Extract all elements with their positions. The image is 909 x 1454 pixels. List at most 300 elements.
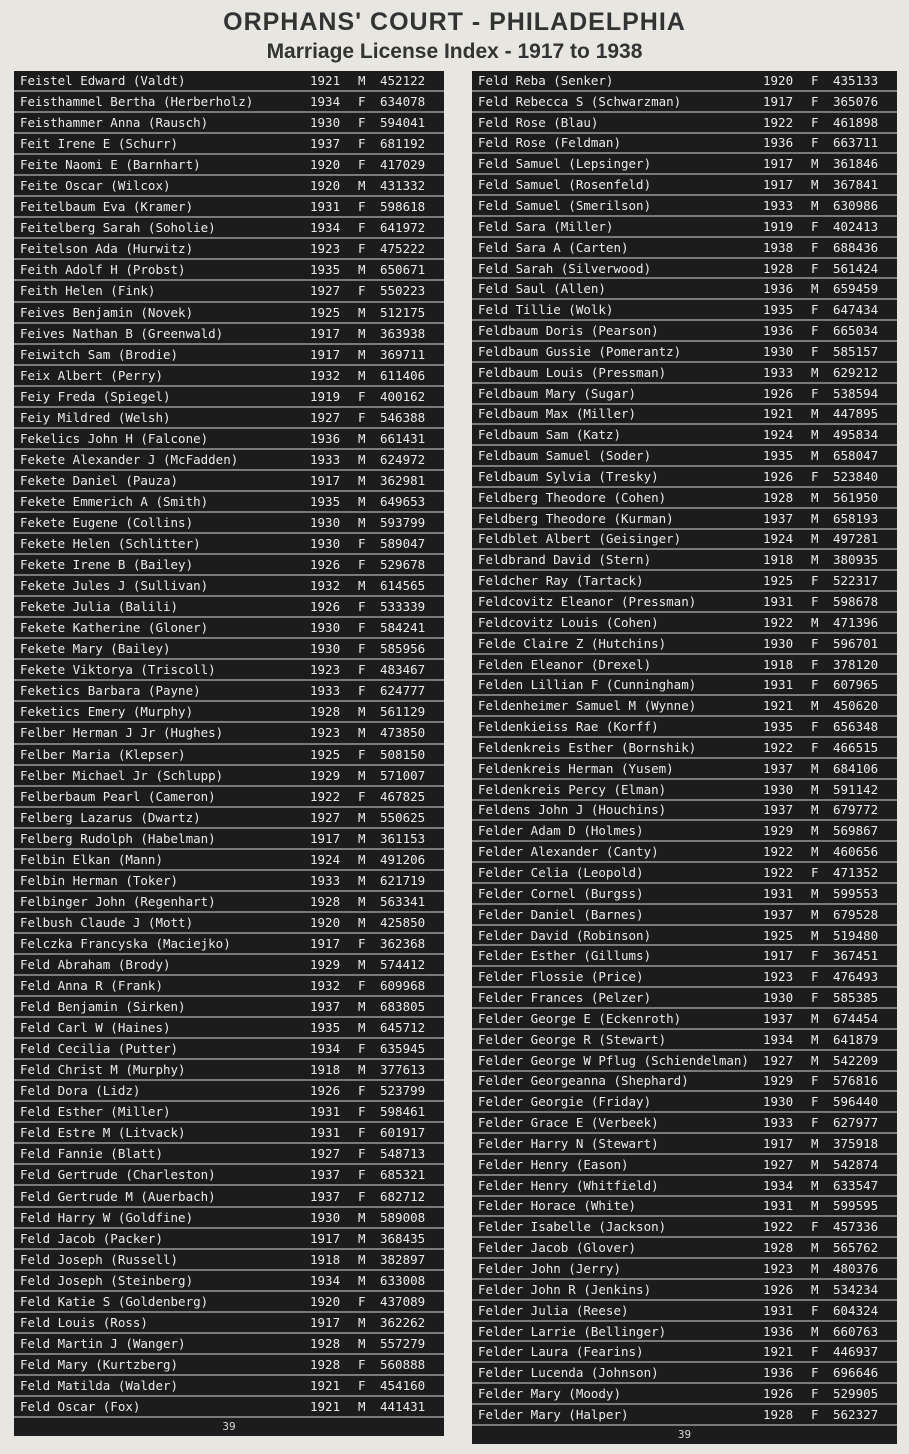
entry-sex: F bbox=[811, 1386, 819, 1402]
entry-license-number: 589008 bbox=[380, 1209, 426, 1225]
entry-license-number: 548713 bbox=[380, 1146, 426, 1162]
entry-name: Feld Joseph (Steinberg) bbox=[20, 1272, 194, 1288]
list-item bbox=[14, 723, 444, 744]
entry-year: 1932 bbox=[310, 978, 341, 994]
entry-year: 1917 bbox=[763, 1135, 794, 1151]
entry-license-number: 361846 bbox=[833, 156, 879, 172]
entry-license-number: 519480 bbox=[833, 927, 879, 943]
list-item bbox=[14, 513, 444, 534]
entry-year: 1930 bbox=[310, 515, 341, 530]
entry-year: 1937 bbox=[763, 510, 794, 526]
entry-license-number: 563341 bbox=[380, 893, 426, 909]
entry-license-number: 629212 bbox=[833, 364, 879, 380]
entry-name: Feld Sarah (Silverwood) bbox=[478, 260, 652, 276]
list-item bbox=[472, 321, 897, 342]
entry-license-number: 447895 bbox=[833, 406, 879, 422]
list-item bbox=[472, 905, 897, 926]
entry-year: 1934 bbox=[310, 1041, 341, 1057]
entry-year: 1921 bbox=[310, 1377, 341, 1393]
list-item bbox=[472, 863, 897, 884]
entry-year: 1936 bbox=[763, 135, 794, 151]
list-item bbox=[14, 281, 444, 302]
entry-year: 1936 bbox=[310, 430, 341, 446]
entry-year: 1930 bbox=[310, 1209, 341, 1225]
list-item bbox=[14, 1039, 444, 1060]
entry-name: Feld Martin J (Wanger) bbox=[20, 1335, 186, 1351]
list-item bbox=[14, 808, 444, 829]
list-item bbox=[14, 176, 444, 197]
list-item bbox=[472, 425, 897, 446]
list-item bbox=[14, 218, 444, 239]
entry-license-number: 529905 bbox=[833, 1386, 879, 1402]
entry-sex: M bbox=[358, 893, 366, 909]
list-item bbox=[472, 1280, 897, 1301]
entry-license-number: 380935 bbox=[833, 552, 879, 568]
entry-license-number: 550223 bbox=[380, 283, 426, 299]
entry-sex: F bbox=[358, 115, 366, 131]
left-index-column bbox=[14, 71, 444, 1436]
entry-sex: M bbox=[811, 760, 819, 776]
entry-license-number: 696646 bbox=[833, 1365, 879, 1381]
entry-year: 1917 bbox=[310, 935, 341, 951]
entry-license-number: 460656 bbox=[833, 844, 879, 860]
entry-license-number: 679528 bbox=[833, 906, 879, 922]
list-item bbox=[472, 1009, 897, 1030]
list-item bbox=[14, 366, 444, 387]
entry-name: Felden Eleanor (Drexel) bbox=[478, 656, 652, 672]
entry-name: Feld Sara (Miller) bbox=[478, 218, 614, 234]
entry-year: 1933 bbox=[310, 451, 341, 467]
list-item bbox=[472, 613, 897, 634]
entry-name: Felder George R (Stewart) bbox=[478, 1031, 667, 1047]
list-item bbox=[14, 829, 444, 850]
entry-name: Feldenkreis Percy (Elman) bbox=[478, 781, 667, 797]
entry-name: Felder Georgie (Friday) bbox=[478, 1094, 652, 1110]
list-item bbox=[14, 429, 444, 450]
entry-name: Felder Jacob (Glover) bbox=[478, 1240, 637, 1256]
entry-sex: F bbox=[358, 557, 366, 573]
entry-sex: F bbox=[811, 677, 819, 693]
entry-license-number: 633008 bbox=[380, 1272, 426, 1288]
entry-license-number: 450620 bbox=[833, 698, 879, 714]
entry-sex: M bbox=[811, 1010, 819, 1026]
entry-name: Felder Henry (Whitfield) bbox=[478, 1177, 659, 1193]
list-item bbox=[14, 955, 444, 976]
entry-license-number: 645712 bbox=[380, 1020, 426, 1036]
entry-name: Feiy Freda (Spiegel) bbox=[20, 388, 171, 404]
entry-license-number: 658047 bbox=[833, 448, 879, 464]
list-item bbox=[14, 745, 444, 766]
entry-year: 1923 bbox=[763, 969, 794, 985]
list-item bbox=[472, 801, 897, 822]
entry-year: 1935 bbox=[763, 719, 794, 735]
entry-name: Feld Cecilia (Putter) bbox=[20, 1041, 179, 1057]
list-item bbox=[14, 618, 444, 639]
right-entry-list bbox=[472, 71, 897, 1426]
entry-license-number: 362262 bbox=[380, 1314, 426, 1330]
entry-name: Fekete Mary (Bailey) bbox=[20, 641, 171, 657]
entry-year: 1923 bbox=[310, 725, 341, 741]
entry-sex: M bbox=[811, 1261, 819, 1277]
entry-sex: M bbox=[811, 448, 819, 464]
entry-name: Felde Claire Z (Hutchins) bbox=[478, 635, 667, 651]
entry-name: Feld Fannie (Blatt) bbox=[20, 1146, 163, 1162]
entry-year: 1930 bbox=[310, 536, 341, 552]
entry-name: Felder George E (Eckenroth) bbox=[478, 1010, 682, 1026]
entry-year: 1922 bbox=[763, 739, 794, 755]
entry-year: 1921 bbox=[310, 1398, 341, 1414]
list-item bbox=[14, 92, 444, 113]
entry-name: Fekete Irene B (Bailey) bbox=[20, 557, 194, 573]
entry-sex: F bbox=[358, 409, 366, 425]
list-item bbox=[14, 976, 444, 997]
entry-name: Feit Irene E (Schurr) bbox=[20, 136, 179, 152]
entry-license-number: 561424 bbox=[833, 260, 879, 276]
entry-license-number: 589047 bbox=[380, 536, 426, 552]
entry-license-number: 593799 bbox=[380, 515, 426, 530]
entry-sex: M bbox=[811, 1281, 819, 1297]
list-item bbox=[14, 324, 444, 345]
entry-sex: M bbox=[811, 802, 819, 818]
entry-year: 1937 bbox=[763, 760, 794, 776]
list-item bbox=[472, 759, 897, 780]
entry-license-number: 604324 bbox=[833, 1302, 879, 1318]
entry-sex: M bbox=[358, 1272, 366, 1288]
entry-sex: M bbox=[358, 367, 366, 383]
list-item bbox=[14, 450, 444, 471]
entry-license-number: 621719 bbox=[380, 872, 426, 888]
entry-name: Felder Julia (Reese) bbox=[478, 1302, 629, 1318]
list-item bbox=[14, 597, 444, 618]
entry-sex: F bbox=[358, 1104, 366, 1120]
entry-license-number: 382897 bbox=[380, 1251, 426, 1267]
list-item bbox=[14, 1144, 444, 1165]
entry-name: Feld Saul (Allen) bbox=[478, 281, 606, 297]
entry-sex: M bbox=[811, 1135, 819, 1151]
list-item bbox=[14, 1081, 444, 1102]
list-item bbox=[14, 766, 444, 787]
entry-name: Feld Louis (Ross) bbox=[20, 1314, 148, 1330]
entry-license-number: 435133 bbox=[833, 72, 879, 88]
entry-license-number: 598461 bbox=[380, 1104, 426, 1120]
entry-sex: M bbox=[811, 531, 819, 547]
entry-year: 1937 bbox=[310, 999, 341, 1015]
entry-license-number: 375918 bbox=[833, 1135, 879, 1151]
entry-name: Feld Rebecca S (Schwarzman) bbox=[478, 93, 682, 109]
entry-sex: F bbox=[358, 1377, 366, 1393]
entry-sex: M bbox=[811, 156, 819, 172]
entry-name: Feketics Barbara (Payne) bbox=[20, 683, 201, 699]
entry-sex: F bbox=[811, 468, 819, 484]
entry-name: Feldcher Ray (Tartack) bbox=[478, 573, 644, 589]
entry-sex: F bbox=[358, 1041, 366, 1057]
entry-sex: F bbox=[811, 239, 819, 255]
entry-name: Feldenheimer Samuel M (Wynne) bbox=[478, 698, 697, 714]
entry-year: 1931 bbox=[763, 885, 794, 901]
entry-name: Feld Estre M (Litvack) bbox=[20, 1125, 186, 1141]
entry-year: 1934 bbox=[310, 1272, 341, 1288]
entry-sex: M bbox=[358, 830, 366, 846]
list-item bbox=[472, 571, 897, 592]
entry-year: 1934 bbox=[763, 1031, 794, 1047]
entry-name: Feld Tillie (Wolk) bbox=[478, 302, 614, 318]
entry-license-number: 466515 bbox=[833, 739, 879, 755]
entry-license-number: 441431 bbox=[380, 1398, 426, 1414]
entry-year: 1935 bbox=[310, 1020, 341, 1036]
list-item bbox=[14, 408, 444, 429]
entry-sex: F bbox=[811, 114, 819, 130]
entry-year: 1922 bbox=[763, 114, 794, 130]
entry-year: 1924 bbox=[763, 427, 794, 443]
entry-sex: F bbox=[811, 343, 819, 359]
list-item bbox=[14, 1165, 444, 1186]
entry-name: Feith Adolf H (Probst) bbox=[20, 262, 186, 278]
list-item bbox=[472, 300, 897, 321]
entry-license-number: 367451 bbox=[833, 948, 879, 964]
entry-license-number: 377613 bbox=[380, 1062, 426, 1078]
list-item bbox=[14, 113, 444, 134]
entry-license-number: 362981 bbox=[380, 472, 426, 488]
entry-license-number: 656348 bbox=[833, 719, 879, 735]
entry-name: Felder John (Jerry) bbox=[478, 1261, 621, 1277]
entry-year: 1929 bbox=[310, 956, 341, 972]
entry-sex: F bbox=[358, 220, 366, 236]
entry-name: Fekete Katherine (Gloner) bbox=[20, 620, 209, 636]
list-item bbox=[472, 1176, 897, 1197]
list-item bbox=[472, 1092, 897, 1113]
entry-sex: F bbox=[358, 1356, 366, 1372]
entry-year: 1931 bbox=[310, 1125, 341, 1141]
entry-sex: F bbox=[358, 136, 366, 152]
list-item bbox=[472, 175, 897, 196]
entry-name: Felder Henry (Eason) bbox=[478, 1156, 629, 1172]
list-item bbox=[14, 1208, 444, 1229]
entry-year: 1919 bbox=[310, 388, 341, 404]
entry-year: 1918 bbox=[310, 1062, 341, 1078]
entry-license-number: 594041 bbox=[380, 115, 426, 131]
list-item bbox=[472, 1342, 897, 1363]
entry-sex: M bbox=[358, 73, 366, 89]
entry-year: 1920 bbox=[310, 178, 341, 194]
list-item bbox=[472, 1197, 897, 1218]
entry-sex: M bbox=[358, 809, 366, 825]
list-item bbox=[14, 1313, 444, 1334]
list-item bbox=[14, 1250, 444, 1271]
list-item bbox=[14, 660, 444, 681]
entry-name: Feld Benjamin (Sirken) bbox=[20, 999, 186, 1015]
entry-name: Feld Samuel (Lepsinger) bbox=[478, 156, 652, 172]
entry-license-number: 361153 bbox=[380, 830, 426, 846]
entry-name: Felder Frances (Pelzer) bbox=[478, 990, 652, 1006]
entry-license-number: 529678 bbox=[380, 557, 426, 573]
list-item bbox=[472, 1363, 897, 1384]
entry-name: Felder David (Robinson) bbox=[478, 927, 652, 943]
entry-name: Feldbaum Doris (Pearson) bbox=[478, 323, 659, 339]
list-item bbox=[472, 154, 897, 175]
list-item bbox=[472, 592, 897, 613]
entry-name: Felczka Francyska (Maciejko) bbox=[20, 935, 231, 951]
list-item bbox=[14, 850, 444, 871]
entry-sex: M bbox=[811, 1198, 819, 1214]
entry-year: 1933 bbox=[763, 364, 794, 380]
entry-sex: F bbox=[811, 1115, 819, 1131]
list-item bbox=[472, 384, 897, 405]
entry-year: 1917 bbox=[310, 830, 341, 846]
entry-license-number: 369711 bbox=[380, 346, 426, 362]
entry-sex: F bbox=[358, 788, 366, 804]
list-item bbox=[14, 871, 444, 892]
entry-name: Fekete Alexander J (McFadden) bbox=[20, 451, 239, 467]
entry-year: 1920 bbox=[763, 72, 794, 88]
entry-sex: M bbox=[358, 914, 366, 930]
entry-year: 1926 bbox=[310, 557, 341, 573]
entry-sex: M bbox=[358, 262, 366, 278]
entry-name: Feitelberg Sarah (Soholie) bbox=[20, 220, 216, 236]
entry-license-number: 682712 bbox=[380, 1188, 426, 1204]
entry-sex: M bbox=[358, 304, 366, 320]
entry-sex: F bbox=[811, 635, 819, 651]
entry-name: Feisthammer Anna (Rausch) bbox=[20, 115, 209, 131]
entry-license-number: 402413 bbox=[833, 218, 879, 234]
list-item bbox=[14, 934, 444, 955]
entry-sex: F bbox=[811, 1219, 819, 1235]
entry-name: Feld Christ M (Murphy) bbox=[20, 1062, 186, 1078]
entry-name: Felder Georgeanna (Shephard) bbox=[478, 1073, 689, 1089]
entry-year: 1935 bbox=[763, 448, 794, 464]
entry-license-number: 624972 bbox=[380, 451, 426, 467]
entry-year: 1937 bbox=[763, 802, 794, 818]
right-page-number: 39 bbox=[677, 1428, 692, 1441]
entry-name: Felber Michael Jr (Schlupp) bbox=[20, 767, 224, 783]
entry-name: Feld Harry W (Goldfine) bbox=[20, 1209, 194, 1225]
entry-sex: F bbox=[358, 683, 366, 699]
list-item bbox=[472, 655, 897, 676]
entry-name: Feld Dora (Lidz) bbox=[20, 1083, 141, 1099]
list-item bbox=[472, 634, 897, 655]
entry-year: 1925 bbox=[763, 573, 794, 589]
entry-name: Fekete Emmerich A (Smith) bbox=[20, 493, 209, 509]
list-item bbox=[14, 1397, 444, 1418]
entry-name: Feitelbaum Eva (Kramer) bbox=[20, 199, 194, 215]
entry-sex: M bbox=[811, 364, 819, 380]
entry-name: Felberg Lazarus (Dwartz) bbox=[20, 809, 201, 825]
page-title: ORPHANS' COURT - PHILADELPHIA bbox=[223, 8, 686, 36]
entry-license-number: 557279 bbox=[380, 1335, 426, 1351]
entry-license-number: 633547 bbox=[833, 1177, 879, 1193]
list-item bbox=[14, 1355, 444, 1376]
entry-sex: F bbox=[358, 620, 366, 636]
list-item bbox=[472, 1155, 897, 1176]
entry-name: Feldblet Albert (Geisinger) bbox=[478, 531, 682, 547]
list-item bbox=[14, 387, 444, 408]
list-item bbox=[472, 342, 897, 363]
entry-name: Feldbrand David (Stern) bbox=[478, 552, 652, 568]
entry-sex: M bbox=[358, 1398, 366, 1414]
entry-year: 1919 bbox=[763, 218, 794, 234]
entry-license-number: 585157 bbox=[833, 343, 879, 359]
entry-sex: M bbox=[811, 1240, 819, 1256]
entry-name: Feix Albert (Perry) bbox=[20, 367, 163, 383]
entry-license-number: 362368 bbox=[380, 935, 426, 951]
entry-year: 1933 bbox=[763, 197, 794, 213]
entry-name: Felder Harry N (Stewart) bbox=[478, 1135, 659, 1151]
list-item bbox=[14, 1229, 444, 1250]
entry-sex: M bbox=[811, 281, 819, 297]
entry-year: 1937 bbox=[310, 1188, 341, 1204]
list-item bbox=[14, 1334, 444, 1355]
list-item bbox=[14, 1271, 444, 1292]
entry-license-number: 596701 bbox=[833, 635, 879, 651]
list-item bbox=[14, 471, 444, 492]
entry-license-number: 378120 bbox=[833, 656, 879, 672]
entry-sex: F bbox=[358, 1146, 366, 1162]
entry-sex: M bbox=[358, 493, 366, 509]
list-item bbox=[472, 946, 897, 967]
entry-year: 1934 bbox=[310, 220, 341, 236]
list-item bbox=[472, 821, 897, 842]
entry-year: 1927 bbox=[763, 1052, 794, 1068]
entry-license-number: 658193 bbox=[833, 510, 879, 526]
left-page-number: 39 bbox=[222, 1420, 236, 1433]
entry-license-number: 571007 bbox=[380, 767, 426, 783]
entry-name: Feld Jacob (Packer) bbox=[20, 1230, 163, 1246]
entry-license-number: 461898 bbox=[833, 114, 879, 130]
entry-name: Feld Carl W (Haines) bbox=[20, 1020, 171, 1036]
entry-year: 1935 bbox=[310, 493, 341, 509]
list-item bbox=[14, 1018, 444, 1039]
list-item bbox=[472, 1259, 897, 1280]
entry-license-number: 614565 bbox=[380, 578, 426, 594]
entry-sex: M bbox=[358, 178, 366, 194]
entry-name: Feives Nathan B (Greenwald) bbox=[20, 325, 224, 341]
list-item bbox=[14, 303, 444, 324]
entry-name: Felbin Herman (Toker) bbox=[20, 872, 179, 888]
left-entry-list bbox=[14, 71, 444, 1418]
entry-sex: M bbox=[358, 1062, 366, 1078]
list-item bbox=[472, 488, 897, 509]
list-item bbox=[472, 1051, 897, 1072]
entry-license-number: 641879 bbox=[833, 1031, 879, 1047]
entry-year: 1928 bbox=[310, 704, 341, 720]
entry-year: 1920 bbox=[310, 914, 341, 930]
entry-license-number: 367841 bbox=[833, 177, 879, 193]
list-item bbox=[472, 530, 897, 551]
entry-year: 1936 bbox=[763, 323, 794, 339]
entry-name: Feldcovitz Eleanor (Pressman) bbox=[478, 594, 697, 610]
entry-license-number: 363938 bbox=[380, 325, 426, 341]
entry-sex: M bbox=[811, 1323, 819, 1339]
entry-license-number: 598618 bbox=[380, 199, 426, 215]
entry-license-number: 627977 bbox=[833, 1115, 879, 1131]
entry-license-number: 473850 bbox=[380, 725, 426, 741]
entry-year: 1934 bbox=[763, 1177, 794, 1193]
entry-sex: F bbox=[358, 1188, 366, 1204]
entry-sex: M bbox=[358, 704, 366, 720]
entry-sex: F bbox=[358, 662, 366, 678]
entry-license-number: 368435 bbox=[380, 1230, 426, 1246]
list-item bbox=[14, 892, 444, 913]
entry-name: Feite Naomi E (Barnhart) bbox=[20, 157, 201, 173]
entry-name: Feld Rose (Blau) bbox=[478, 114, 599, 130]
entry-license-number: 679772 bbox=[833, 802, 879, 818]
entry-license-number: 650671 bbox=[380, 262, 426, 278]
entry-sex: F bbox=[358, 978, 366, 994]
entry-license-number: 624777 bbox=[380, 683, 426, 699]
entry-sex: M bbox=[358, 515, 366, 530]
entry-sex: M bbox=[358, 1251, 366, 1267]
entry-year: 1927 bbox=[763, 1156, 794, 1172]
entry-name: Feld Katie S (Goldenberg) bbox=[20, 1293, 209, 1309]
